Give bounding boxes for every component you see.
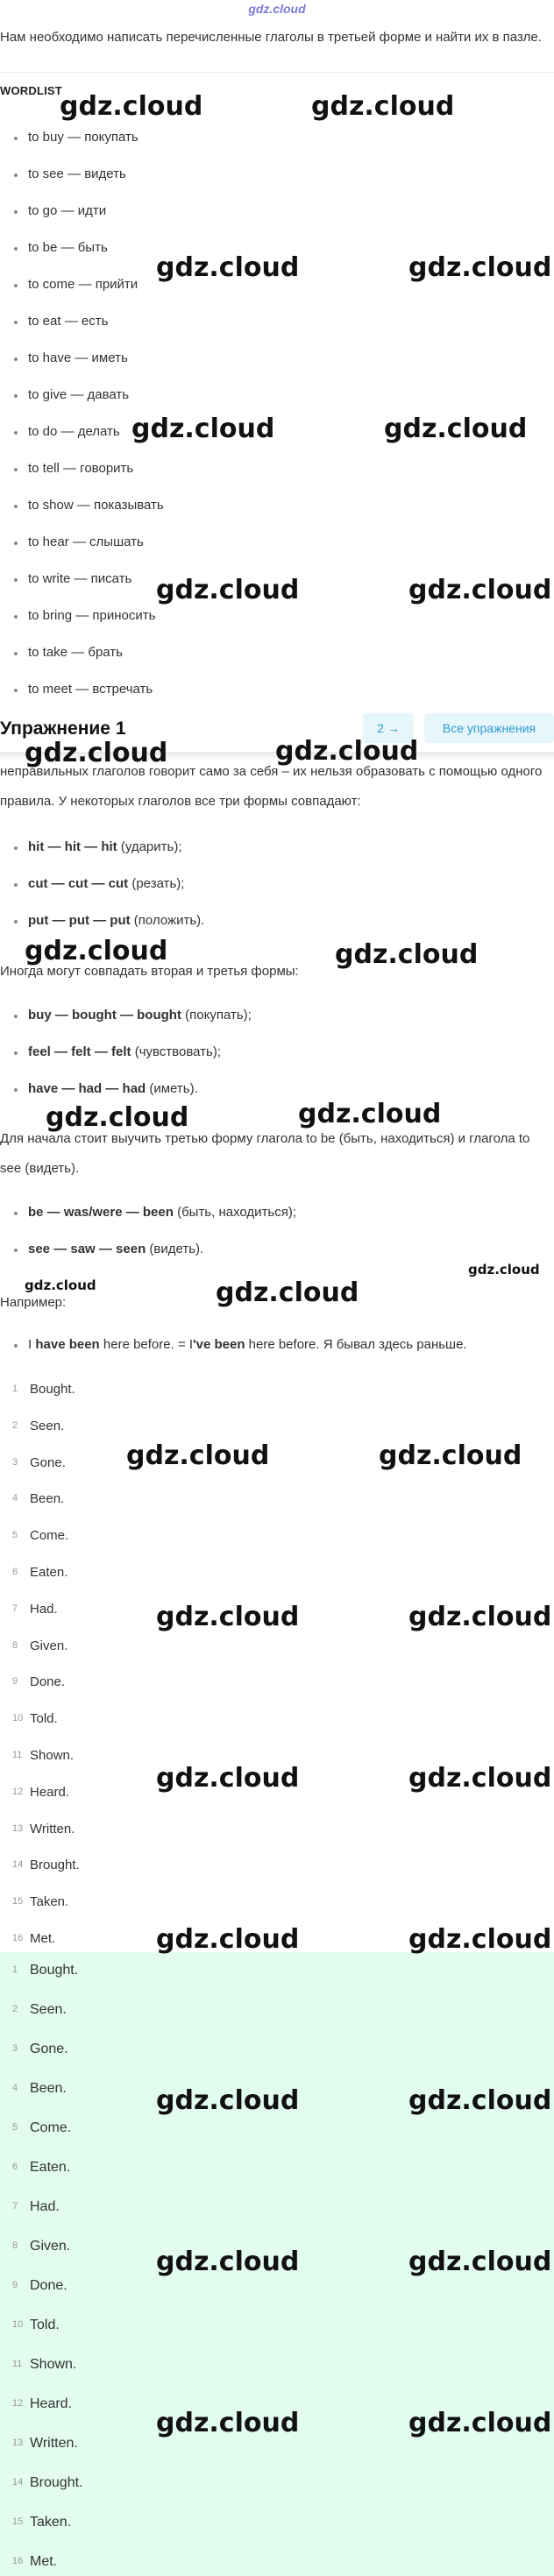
answer-number: 13 — [12, 1822, 24, 1834]
watermark: gdz.cloud — [408, 1924, 552, 1955]
answer-text: Heard. — [30, 1784, 70, 1800]
bullet-icon — [14, 468, 18, 471]
answer-text: Heard. — [30, 2396, 73, 2411]
divider — [0, 72, 554, 73]
answer-text: Bought. — [30, 1963, 79, 1978]
watermark: gdz.cloud — [216, 1277, 359, 1308]
watermark: gdz.cloud — [156, 2247, 300, 2277]
watermark: gdz.cloud — [408, 2085, 552, 2116]
wordlist-item-text: to show — показывать — [28, 498, 164, 513]
watermark: gdz.cloud — [46, 1102, 189, 1133]
bullet-icon — [14, 1249, 18, 1252]
watermark: gdz.cloud — [335, 939, 479, 970]
answer-text: Told. — [30, 2318, 60, 2332]
watermark: gdz.cloud — [408, 2408, 552, 2438]
bullet-icon — [14, 1088, 18, 1092]
answer-text: Done. — [30, 2278, 67, 2293]
answer-number: 2 — [12, 1419, 18, 1431]
answer-number: 11 — [12, 1750, 23, 1760]
bullet-icon — [14, 652, 18, 655]
wordlist-item-text: to give — давать — [28, 387, 130, 402]
wordlist-item-text: to have — иметь — [28, 350, 128, 365]
verb-translation: (ударить); — [117, 839, 182, 854]
bullet-icon — [14, 431, 18, 435]
watermark: gdz.cloud — [156, 1924, 300, 1955]
watermark: gdz.cloud — [275, 736, 419, 767]
bullet-icon — [14, 505, 18, 508]
watermark: gdz.cloud — [156, 252, 300, 283]
all-exercises-button[interactable]: Все упражнения — [424, 713, 554, 743]
answer-number: 14 — [12, 2477, 24, 2488]
answer-number: 16 — [12, 1933, 24, 1943]
answer-number: 10 — [12, 1713, 24, 1724]
watermark: gdz.cloud — [408, 252, 552, 283]
verb-translation: (покупать); — [181, 1008, 252, 1023]
answer-number: 9 — [12, 1676, 18, 1688]
watermark: gdz.cloud — [298, 1099, 442, 1129]
wordlist-item-text: to hear — слышать — [28, 534, 144, 549]
bullet-icon — [14, 615, 18, 619]
answer-text: Eaten. — [30, 2160, 71, 2175]
bullet-icon — [14, 284, 18, 287]
answer-text: Had. — [30, 1601, 58, 1617]
bullet-icon — [14, 883, 18, 887]
answer-number: 6 — [12, 2162, 18, 2172]
answer-text: Come. — [30, 1528, 69, 1544]
next-exercise-button[interactable]: 2 → — [363, 713, 414, 743]
answer-text: Done. — [30, 1674, 66, 1690]
verb-translation: (чувствовать); — [131, 1044, 221, 1059]
wordlist-item-text: to eat — есть — [28, 314, 109, 329]
wordlist-item-text: to tell — говорить — [28, 461, 134, 476]
answer-number: 5 — [12, 2122, 18, 2133]
bullet-icon — [14, 137, 18, 140]
watermark: gdz.cloud — [25, 1277, 96, 1293]
bullet-icon — [14, 1212, 18, 1215]
wordlist-item-text: to buy — покупать — [28, 130, 138, 145]
wordlist-item-text: to see — видеть — [28, 166, 126, 181]
watermark: gdz.cloud — [156, 575, 300, 605]
watermark: gdz.cloud — [156, 1763, 300, 1794]
answer-text: Been. — [30, 1491, 65, 1507]
watermark: gdz.cloud — [126, 1440, 270, 1471]
answer-number: 8 — [12, 1639, 18, 1651]
watermark: gdz.cloud — [468, 1262, 540, 1277]
watermark: gdz.cloud — [408, 1602, 552, 1632]
watermark: gdz.cloud — [156, 2408, 300, 2438]
answer-text: Given. — [30, 1638, 68, 1653]
verb-forms: be — was/were — been — [28, 1205, 174, 1220]
answer-number: 4 — [12, 1493, 18, 1504]
verb-translation: (видеть). — [146, 1242, 204, 1256]
bullet-icon — [14, 173, 18, 177]
wordlist-item-text: to bring — приносить — [28, 608, 156, 623]
answer-text: Brought. — [30, 2475, 83, 2490]
explanation-paragraph-1: неправильных глаголов говорит само за себя – их нельзя образовать с помощью одного правила. У некоторых глаголов все три формы совпадают: — [0, 764, 543, 809]
answer-text: Been. — [30, 2081, 67, 2096]
answer-text: Met. — [30, 1931, 56, 1946]
answer-number: 3 — [12, 2043, 18, 2054]
answer-text: Taken. — [30, 2515, 72, 2530]
answer-number: 12 — [12, 1786, 24, 1797]
verb-forms: have — had — had — [28, 1081, 146, 1096]
bullet-icon — [14, 1051, 18, 1055]
watermark: gdz.cloud — [156, 2085, 300, 2116]
bullet-icon — [14, 541, 18, 545]
answer-text: Come. — [30, 2120, 72, 2135]
answer-text: Seen. — [30, 2002, 67, 2017]
answer-number: 12 — [12, 2398, 24, 2409]
answer-number: 15 — [12, 2516, 24, 2527]
answer-text: Gone. — [30, 1454, 66, 1470]
answer-number: 5 — [12, 1530, 18, 1541]
watermark: gdz.cloud — [25, 936, 168, 966]
watermark: gdz.cloud — [311, 91, 455, 122]
answer-number: 7 — [12, 1603, 18, 1614]
answer-text: Shown. — [30, 2357, 77, 2372]
bullet-icon — [14, 210, 18, 214]
answer-text: Told. — [30, 1711, 58, 1727]
explanation-paragraph-2: Иногда могут совпадать вторая и третья формы: — [0, 964, 299, 979]
answer-text: Eaten. — [30, 1565, 68, 1580]
answer-number: 16 — [12, 2556, 24, 2566]
answer-number: 14 — [12, 1859, 24, 1871]
answer-text: Bought. — [30, 1382, 75, 1397]
answer-number: 6 — [12, 1567, 18, 1577]
wordlist-item-text: to do — делать — [28, 424, 120, 439]
bullet-icon — [14, 321, 18, 324]
watermark: gdz.cloud — [408, 575, 552, 605]
answer-text: Gone. — [30, 2042, 68, 2056]
answer-number: 2 — [12, 2004, 18, 2014]
answer-number: 10 — [12, 2319, 24, 2330]
answer-text: Seen. — [30, 1418, 65, 1433]
example-text-c: here before. = I — [99, 1337, 194, 1352]
answer-text: Shown. — [30, 1748, 75, 1763]
bullet-icon — [14, 1015, 18, 1018]
watermark: gdz.cloud — [60, 91, 203, 122]
watermark: gdz.cloud — [379, 1440, 522, 1471]
bullet-icon — [14, 846, 18, 850]
verb-forms: buy — bought — bought — [28, 1008, 181, 1023]
site-logo[interactable]: gdz.cloud — [248, 2, 306, 16]
verb-translation: (иметь). — [146, 1081, 198, 1096]
answer-number: 4 — [12, 2083, 18, 2093]
watermark: gdz.cloud — [408, 1763, 552, 1794]
example-text-d: 've been — [193, 1337, 245, 1352]
answer-number: 11 — [12, 2359, 23, 2369]
example-label: Например: — [0, 1295, 67, 1310]
answer-text: Brought. — [30, 1858, 80, 1873]
wordlist-item-text: to come — прийти — [28, 277, 138, 292]
wordlist-title: WORDLIST — [0, 84, 62, 97]
bullet-icon — [14, 247, 18, 251]
explanation-paragraph-3: Для начала стоит выучить третью форму глагола to be (быть, находиться) и глагола to see (видеть). — [0, 1131, 530, 1176]
bullet-icon — [14, 920, 18, 924]
wordlist-item-text: to go — идти — [28, 203, 107, 218]
bullet-icon — [14, 578, 18, 582]
answer-number: 3 — [12, 1456, 18, 1468]
example-text-a: I — [28, 1337, 36, 1352]
answer-number: 7 — [12, 2201, 18, 2212]
wordlist-item-text: to write — писать — [28, 571, 132, 586]
wordlist-item-text: to meet — встречать — [28, 682, 153, 697]
example-text-b: have been — [35, 1337, 100, 1352]
bullet-icon — [14, 394, 18, 398]
answer-text: Given. — [30, 2239, 71, 2254]
verb-translation: (быть, находиться); — [173, 1205, 297, 1220]
watermark: gdz.cloud — [25, 738, 168, 768]
answer-text: Written. — [30, 2436, 78, 2451]
answer-text: Had. — [30, 2199, 60, 2214]
answer-number: 15 — [12, 1896, 24, 1907]
answer-number: 8 — [12, 2240, 18, 2251]
answer-number: 13 — [12, 2438, 24, 2448]
bullet-icon — [14, 357, 18, 361]
answer-text: Written. — [30, 1821, 75, 1836]
verb-forms: hit — hit — hit — [28, 839, 117, 854]
answer-number: 1 — [12, 1384, 18, 1394]
verb-forms: see — saw — seen — [28, 1242, 146, 1256]
answer-text: Met. — [30, 2554, 58, 2569]
bullet-icon — [14, 1344, 18, 1348]
bullet-icon — [14, 689, 18, 692]
answer-text: Taken. — [30, 1894, 69, 1910]
wordlist-item-text: to take — брать — [28, 645, 123, 660]
watermark: gdz.cloud — [131, 414, 275, 444]
exercise-title: Упражнение 1 — [0, 718, 126, 739]
example-text-e: here before. Я бывал здесь раньше. — [245, 1337, 467, 1352]
verb-translation: (положить). — [130, 913, 205, 928]
verb-forms: feel — felt — felt — [28, 1044, 131, 1059]
watermark: gdz.cloud — [408, 2247, 552, 2277]
verb-forms: put — put — put — [28, 913, 131, 928]
task-description: Нам необходимо написать перечисленные глаголы в третьей форме и найти их в пазле. — [0, 30, 542, 45]
answer-number: 1 — [12, 1964, 18, 1975]
watermark: gdz.cloud — [156, 1602, 300, 1632]
wordlist-item-text: to be — быть — [28, 240, 108, 255]
verb-translation: (резать); — [128, 876, 185, 891]
verb-forms: cut — cut — cut — [28, 876, 129, 891]
watermark: gdz.cloud — [384, 414, 528, 444]
answer-number: 9 — [12, 2280, 18, 2290]
